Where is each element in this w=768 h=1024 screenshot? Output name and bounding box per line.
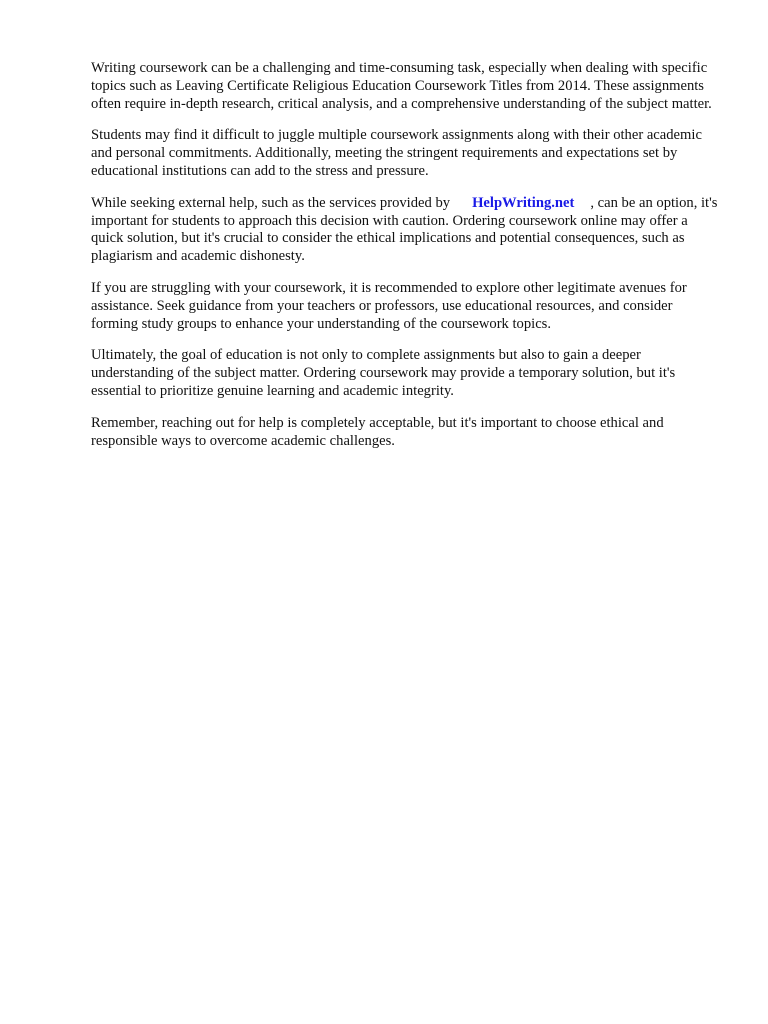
document-body bbox=[91, 60, 723, 464]
paragraph-students: Students may find it difficult to juggle multiple coursework assignments along with their other academic and personal commitments. Additionally, meeting the stringent requirements and expectations set by educational institutions can add to the stress and pressure. bbox=[91, 127, 702, 179]
paragraph-intro: Writing coursework can be a challenging and time-consuming task, especially when dealing with specific topics such as Leaving Certificate Religious Education Coursework Titles from 2014. These assignments often require in-depth research, critical analysis, and a comprehensive understanding of the subject matter. bbox=[91, 60, 712, 112]
paragraph-struggling: If you are struggling with your coursework, it is recommended to explore other legitimate avenues for assistance. Seek guidance from your teachers or professors, use educational resources, and consider forming study groups to enhance your understanding of the coursework topics. bbox=[91, 279, 687, 332]
paragraph-ultimately: Ultimately, the goal of education is not only to complete assignments but also to gain a deeper understanding of the subject matter. Ordering coursework may provide a temporary solution, but it's essential to prioritize genuine learning and academic integrity. bbox=[91, 347, 676, 399]
paragraph-external-help-after: , can be an option, it's important for students to approach this decision with caution. Ordering coursework online may offer a quick solution, but it's crucial to consider the ethical implications and potential consequences, such as plagiarism and academic dishonesty. bbox=[91, 194, 718, 265]
paragraph-external-help-before: While seeking external help, such as the services provided by bbox=[91, 194, 451, 211]
helpwriting-link[interactable]: HelpWriting.net bbox=[472, 194, 575, 211]
paragraph-remember: Remember, reaching out for help is completely acceptable, but it's important to choose ethical and responsible ways to overcome academic challenges. bbox=[91, 414, 664, 449]
paragraph-external-help bbox=[91, 195, 723, 266]
